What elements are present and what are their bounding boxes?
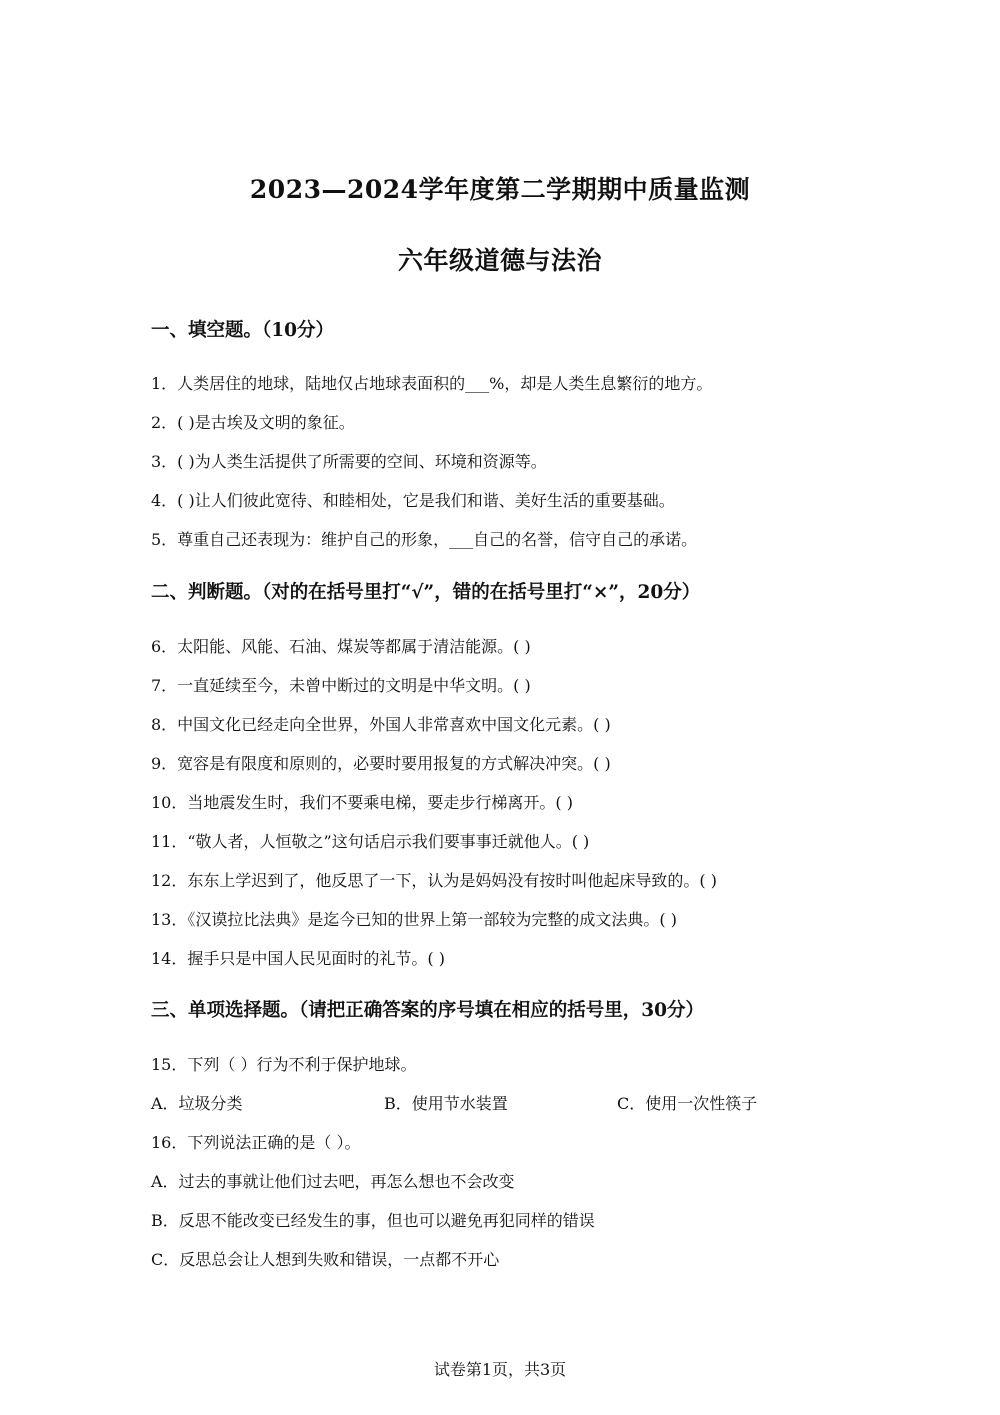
question-8: 8．中国文化已经走向全世界，外国人非常喜欢中国文化元素。( ) (151, 715, 611, 734)
question-15-option-c: C．使用一次性筷子 (617, 1094, 758, 1113)
section-heading-fill-blank: 一、填空题。（10分） (151, 320, 334, 341)
question-16-option-a: A．过去的事就让他们过去吧，再怎么想也不会改变 (151, 1172, 515, 1191)
question-16-option-b: B．反思不能改变已经发生的事，但也可以避免再犯同样的错误 (151, 1211, 595, 1230)
question-12: 12．东东上学迟到了，他反思了一下，认为是妈妈没有按时叫他起床导致的。( ) (151, 871, 717, 890)
question-9: 9．宽容是有限度和原则的，必要时要用报复的方式解决冲突。( ) (151, 754, 611, 773)
page-footer: 试卷第1页，共3页 (433, 1360, 567, 1379)
question-3: 3．( )为人类生活提供了所需要的空间、环境和资源等。 (151, 452, 547, 471)
question-10: 10．当地震发生时，我们不要乘电梯，要走步行梯离开。( ) (151, 793, 573, 812)
question-15-option-b: B．使用节水装置 (384, 1094, 508, 1113)
question-13: 13．《汉谟拉比法典》是迄今已知的世界上第一部较为完整的成文法典。( ) (151, 910, 677, 929)
question-1: 1．人类居住的地球，陆地仅占地球表面积的___%，却是人类生息繁衍的地方。 (151, 374, 713, 393)
question-4: 4．( )让人们彼此宽待、和睦相处，它是我们和谐、美好生活的重要基础。 (151, 491, 675, 510)
question-5: 5．尊重自己还表现为：维护自己的形象，___自己的名誉，信守自己的承诺。 (151, 530, 698, 549)
exam-subject: 六年级道德与法治 (397, 246, 602, 275)
question-15: 15．下列（ ）行为不利于保护地球。 (151, 1055, 417, 1074)
question-6: 6．太阳能、风能、石油、煤炭等都属于清洁能源。( ) (151, 637, 531, 656)
question-16: 16．下列说法正确的是（ ）。 (151, 1133, 361, 1152)
question-16-option-c: C．反思总会让人想到失败和错误，一点都不开心 (151, 1250, 500, 1269)
question-2: 2．( )是古埃及文明的象征。 (151, 413, 355, 432)
exam-title: 2023—2024学年度第二学期期中质量监测 (249, 175, 751, 204)
question-14: 14．握手只是中国人民见面时的礼节。( ) (151, 949, 445, 968)
question-15-option-a: A．垃圾分类 (151, 1094, 243, 1113)
question-7: 7．一直延续至今，未曾中断过的文明是中华文明。( ) (151, 676, 531, 695)
section-heading-multiple-choice: 三、单项选择题。（请把正确答案的序号填在相应的括号里，30分） (151, 1000, 704, 1021)
section-heading-true-false: 二、判断题。（对的在括号里打“√”，错的在括号里打“×”，20分） (151, 582, 701, 603)
question-11: 11．“敬人者，人恒敬之”这句话启示我们要事事迁就他人。( ) (151, 832, 590, 851)
